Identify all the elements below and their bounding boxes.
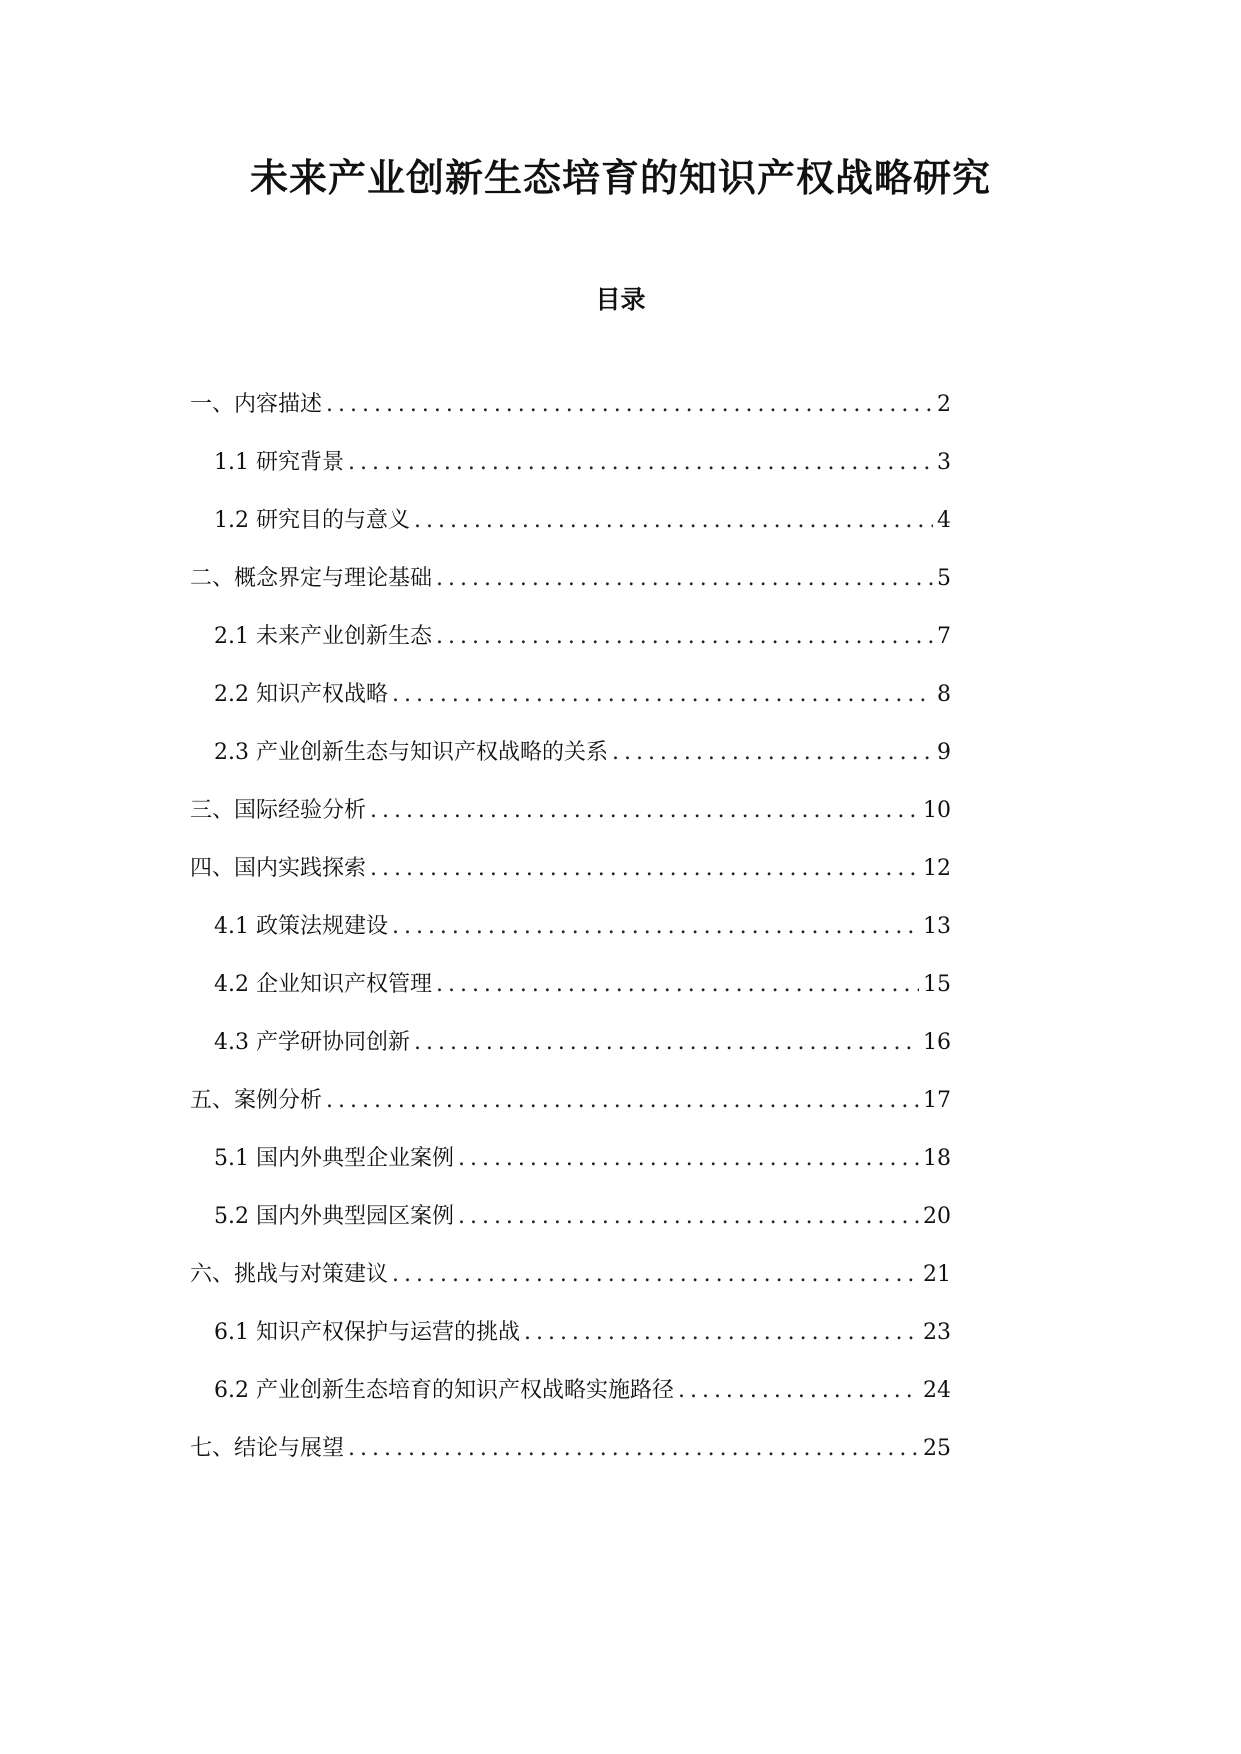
toc-entry-page: 15 <box>923 972 951 997</box>
toc-entry-label: 七、结论与展望 <box>190 1436 345 1461</box>
toc-entry-page: 4 <box>937 508 951 533</box>
toc-entry[interactable] <box>0 1023 1241 1063</box>
toc-entry[interactable] <box>0 559 1241 599</box>
toc-leader-dots <box>436 965 919 1005</box>
toc-entry-label: 6.2 产业创新生态培育的知识产权战略实施路径 <box>214 1378 674 1403</box>
toc-entry-label: 五、案例分析 <box>190 1088 323 1113</box>
toc-entry[interactable] <box>0 1313 1241 1353</box>
toc-leader-dots <box>392 1255 919 1295</box>
toc-entry-label: 2.3 产业创新生态与知识产权战略的关系 <box>214 740 608 765</box>
toc-entry[interactable] <box>0 1429 1241 1469</box>
toc-entry-page: 7 <box>937 624 951 649</box>
toc-leader-dots <box>392 907 919 947</box>
toc-entry-page: 18 <box>923 1146 951 1171</box>
toc-entry[interactable] <box>0 501 1241 541</box>
toc-entry-page: 24 <box>923 1378 951 1403</box>
toc-entry[interactable] <box>0 385 1241 425</box>
toc-entry-label: 6.1 知识产权保护与运营的挑战 <box>214 1320 520 1345</box>
toc-entry-page: 10 <box>923 798 951 823</box>
toc-entry-label: 4.3 产学研协同创新 <box>214 1030 410 1055</box>
toc-leader-dots <box>436 559 933 599</box>
toc-leader-dots <box>612 733 933 773</box>
toc-entry-label: 2.1 未来产业创新生态 <box>214 624 432 649</box>
toc-entry-page: 21 <box>923 1262 951 1287</box>
toc-entry-label: 三、国际经验分析 <box>190 798 367 823</box>
toc-entry-label: 六、挑战与对策建议 <box>190 1262 389 1287</box>
toc-entry[interactable] <box>0 1081 1241 1121</box>
toc-leader-dots <box>348 443 933 483</box>
toc-entry[interactable] <box>0 1255 1241 1295</box>
toc-entry-label: 4.1 政策法规建设 <box>214 914 388 939</box>
toc-leader-dots <box>458 1139 919 1179</box>
toc-entry[interactable] <box>0 733 1241 773</box>
toc-entry-page: 12 <box>923 856 951 881</box>
toc-entry-label: 二、概念界定与理论基础 <box>190 566 433 591</box>
toc-entry-label: 1.1 研究背景 <box>214 450 344 475</box>
toc-entry-label: 5.1 国内外典型企业案例 <box>214 1146 454 1171</box>
toc-entry[interactable] <box>0 1371 1241 1411</box>
toc-entry-page: 2 <box>937 392 951 417</box>
toc-entry-label: 一、内容描述 <box>190 392 323 417</box>
toc-leader-dots <box>436 617 933 657</box>
toc-entry-label: 5.2 国内外典型园区案例 <box>214 1204 454 1229</box>
toc-leader-dots <box>524 1313 919 1353</box>
toc-entry-label: 2.2 知识产权战略 <box>214 682 388 707</box>
toc-entry[interactable] <box>0 1197 1241 1237</box>
toc-entry-label: 四、国内实践探索 <box>190 856 367 881</box>
toc-entry[interactable] <box>0 617 1241 657</box>
toc-entry[interactable] <box>0 1139 1241 1179</box>
toc-entry-page: 17 <box>923 1088 951 1113</box>
toc-entry[interactable] <box>0 443 1241 483</box>
toc-entry-page: 8 <box>937 682 951 707</box>
toc-entry[interactable] <box>0 791 1241 831</box>
toc-entry-page: 20 <box>923 1204 951 1229</box>
toc-entry-page: 3 <box>937 450 951 475</box>
toc-entry[interactable] <box>0 675 1241 715</box>
toc-entry-page: 23 <box>923 1320 951 1345</box>
toc-leader-dots <box>370 791 919 831</box>
toc-entry-page: 9 <box>937 740 951 765</box>
toc-entry[interactable] <box>0 965 1241 1005</box>
toc-entry-label: 1.2 研究目的与意义 <box>214 508 410 533</box>
toc-leader-dots <box>326 385 933 425</box>
toc-entry[interactable] <box>0 907 1241 947</box>
toc-entry-label: 4.2 企业知识产权管理 <box>214 972 432 997</box>
toc-entry[interactable] <box>0 849 1241 889</box>
toc-leader-dots <box>414 1023 919 1063</box>
toc-entry-page: 5 <box>937 566 951 591</box>
toc-leader-dots <box>392 675 933 715</box>
document-title: 未来产业创新生态培育的知识产权战略研究 <box>249 155 991 200</box>
toc-entry-page: 13 <box>923 914 951 939</box>
toc-heading: 目录 <box>595 285 646 314</box>
toc-leader-dots <box>348 1429 919 1469</box>
toc-entry-page: 16 <box>923 1030 951 1055</box>
toc-leader-dots <box>458 1197 919 1237</box>
toc-entry-page: 25 <box>923 1436 951 1461</box>
toc-leader-dots <box>678 1371 919 1411</box>
toc-leader-dots <box>370 849 919 889</box>
toc-leader-dots <box>326 1081 919 1121</box>
toc-leader-dots <box>414 501 933 541</box>
